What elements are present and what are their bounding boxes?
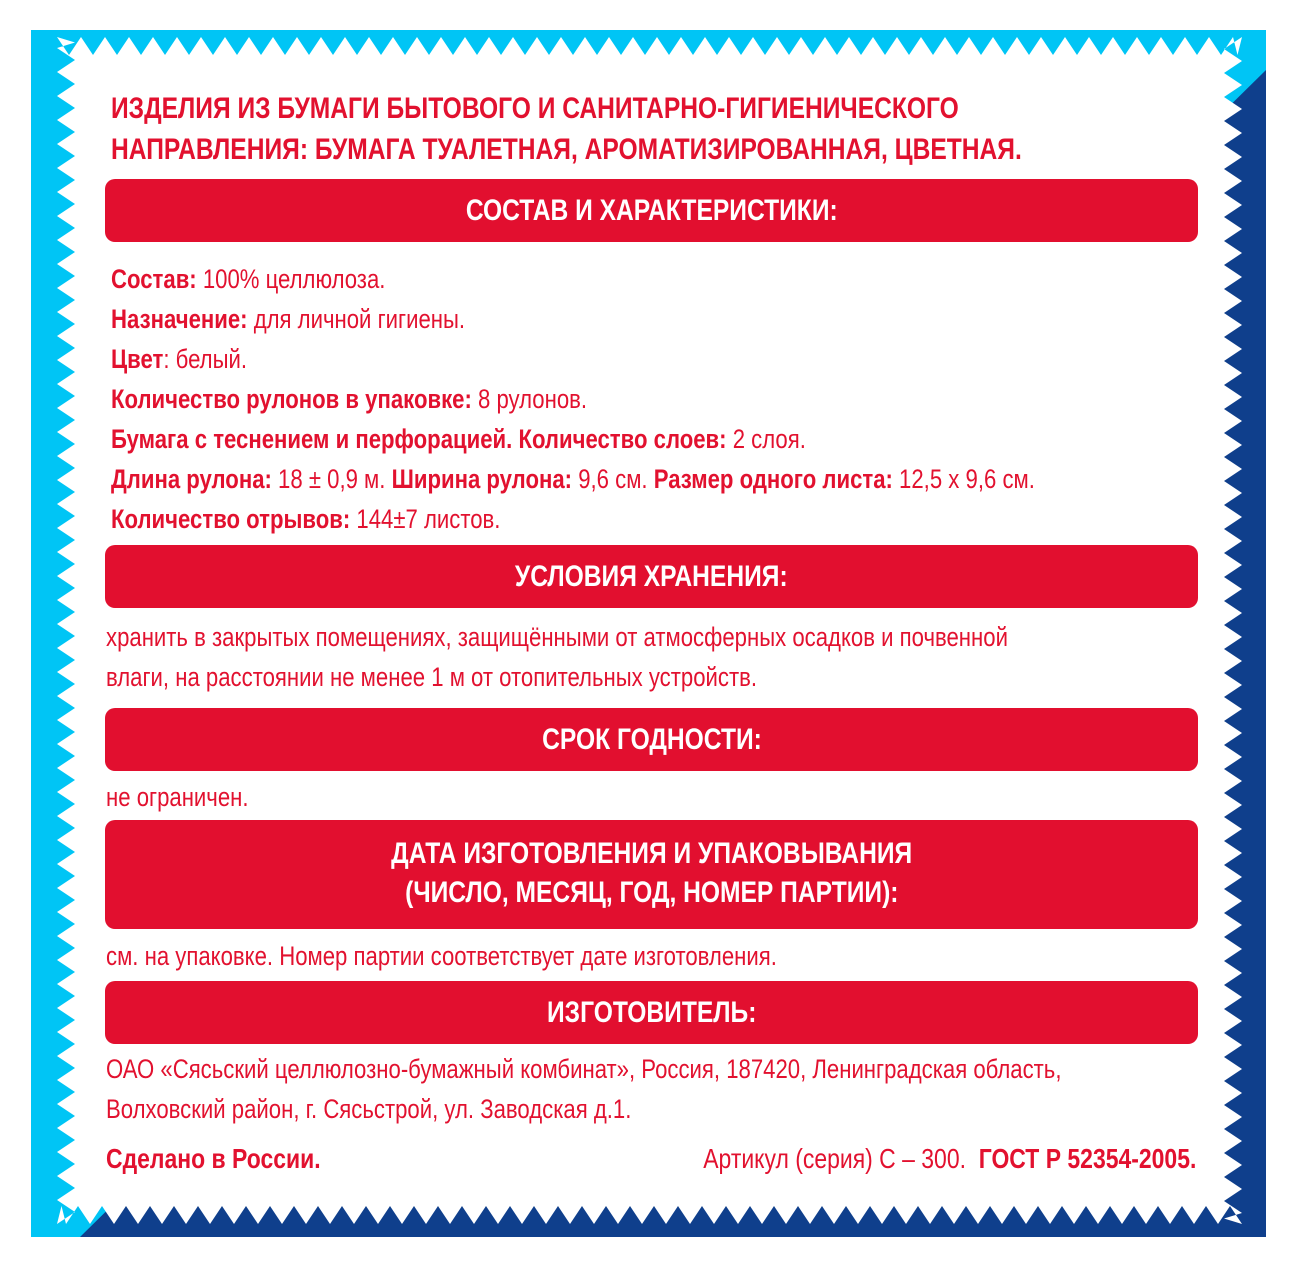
- production-date-text: см. на упаковке. Номер партии соответствует дате изготовления.: [106, 941, 777, 971]
- storage-heading: УСЛОВИЯ ХРАНЕНИЯ:: [515, 560, 788, 593]
- storage-text-line-1: хранить в закрытых помещениях, защищёнными от атмосферных осадков и почвенной: [106, 622, 1008, 652]
- composition-row: Количество рулонов в упаковке: 8 рулонов.: [111, 384, 588, 414]
- production-date-heading-line-1: ДАТА ИЗГОТОВЛЕНИЯ И УПАКОВЫВАНИЯ: [390, 837, 913, 870]
- product-title-line-1: ИЗДЕЛИЯ ИЗ БУМАГИ БЫТОВОГО И САНИТАРНО-ГИГИЕНИЧЕСКОГО: [111, 92, 959, 125]
- composition-row: Бумага с теснением и перфорацией. Количество слоев: 2 слоя.: [111, 424, 806, 454]
- article-number: Артикул (серия) С – 300.: [702, 1143, 966, 1174]
- article-and-gost: [595, 1142, 1196, 1176]
- composition-row: Длина рулона: 18 ± 0,9 м. Ширина рулона: 9,6 см. Размер одного листа: 12,5 х 9,6 см.: [111, 464, 1035, 494]
- composition-heading-bar: [105, 179, 1198, 242]
- production-date-heading-bar: [105, 820, 1198, 929]
- gost-standard: ГОСТ Р 52354-2005.: [978, 1143, 1196, 1174]
- manufacturer-text-line-1: ОАО «Сясьский целлюлозно-бумажный комбинат», Россия, 187420, Ленинградская область,: [106, 1054, 1062, 1084]
- production-date-heading-line-2: (ЧИСЛО, МЕСЯЦ, ГОД, НОМЕР ПАРТИИ):: [404, 876, 899, 909]
- made-in-russia: Сделано в России.: [106, 1143, 321, 1174]
- composition-row: Назначение: для личной гигиены.: [111, 304, 466, 334]
- composition-row: Количество отрывов: 144±7 листов.: [111, 504, 501, 534]
- storage-heading-bar: [105, 545, 1198, 608]
- manufacturer-heading-bar: [105, 981, 1198, 1044]
- shelf-life-text: не ограничен.: [106, 782, 249, 812]
- shelf-life-heading: СРОК ГОДНОСТИ:: [541, 723, 762, 756]
- storage-text-line-2: влаги, на расстоянии не менее 1 м от отопительных устройств.: [106, 662, 758, 692]
- manufacturer-heading: ИЗГОТОВИТЕЛЬ:: [546, 996, 757, 1029]
- composition-heading: СОСТАВ И ХАРАКТЕРИСТИКИ:: [465, 194, 838, 227]
- shelf-life-heading-bar: [105, 708, 1198, 771]
- manufacturer-text-line-2: Волховский район, г. Сясьстрой, ул. Заводская д.1.: [106, 1094, 632, 1124]
- composition-row: Цвет: белый.: [111, 344, 248, 374]
- product-title-line-2: НАПРАВЛЕНИЯ: БУМАГА ТУАЛЕТНАЯ, АРОМАТИЗИРОВАННАЯ, ЦВЕТНАЯ.: [111, 133, 1022, 166]
- composition-row: Состав: 100% целлюлоза.: [111, 264, 386, 294]
